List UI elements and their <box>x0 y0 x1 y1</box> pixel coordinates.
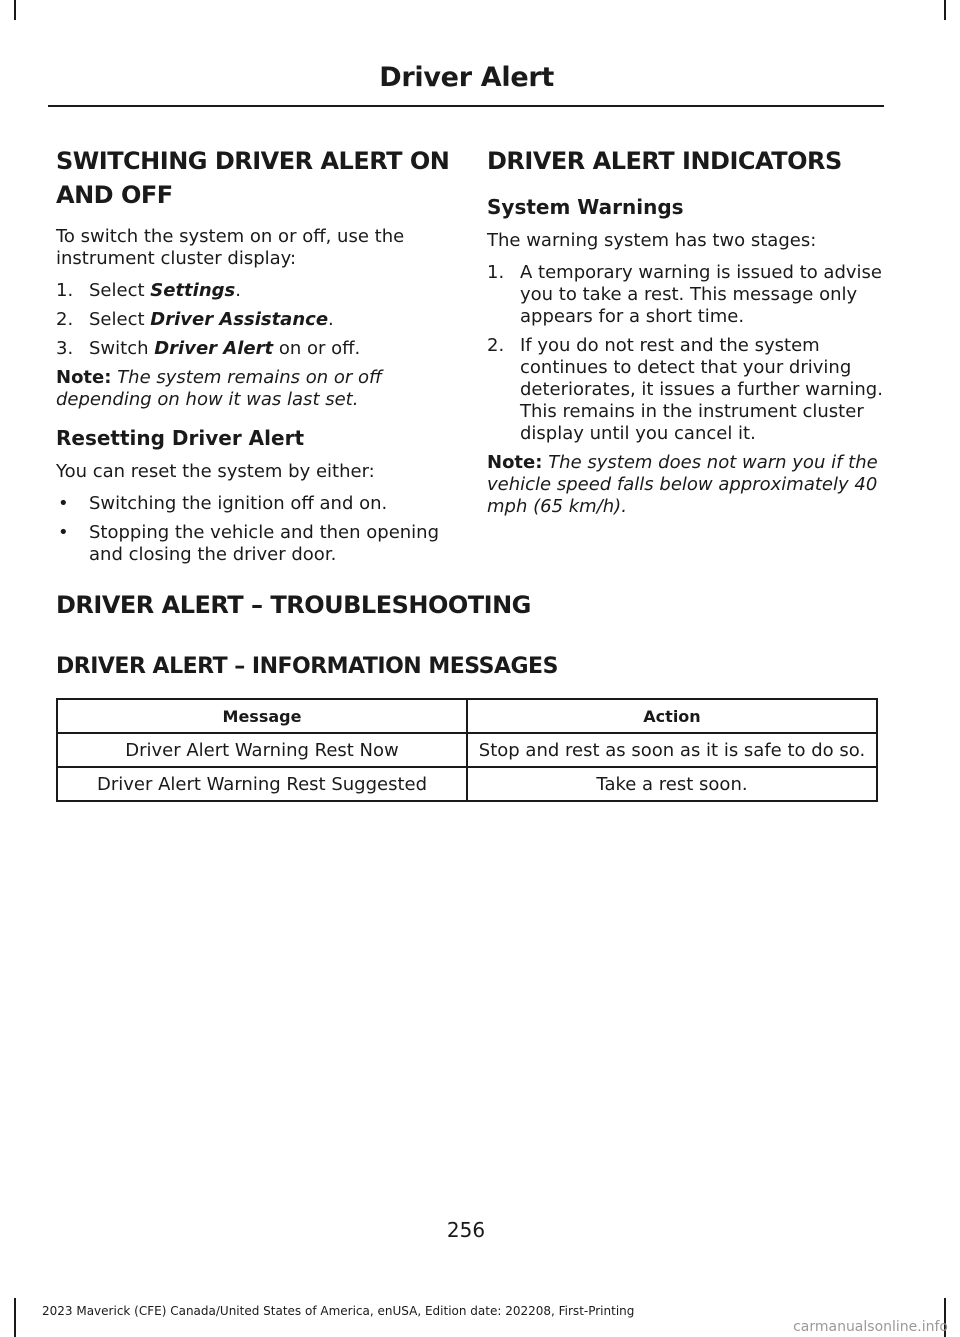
message-cell: Driver Alert Warning Rest Now <box>57 733 467 767</box>
section-heading-troubleshooting: DRIVER ALERT – TROUBLESHOOTING <box>56 591 531 619</box>
switch-intro: To switch the system on or off, use the instrument cluster display: <box>56 226 405 269</box>
note-label: Note: <box>487 452 543 473</box>
footer-text: 2023 Maverick (CFE) Canada/United States of America, enUSA, Edition date: 202208, First-Printing <box>42 1304 635 1318</box>
page-number: 256 <box>446 1218 486 1242</box>
reset-bullets <box>56 493 451 566</box>
stage-text: A temporary warning is issued to advise you to take a rest. This message only appears for a short time. <box>520 262 882 327</box>
step-text: Switch <box>89 338 155 359</box>
warnings-intro: The warning system has two stages: <box>487 230 817 251</box>
ui-term: Driver Assistance <box>150 309 329 330</box>
step-number: 3. <box>56 338 74 359</box>
information-messages-section <box>56 650 878 684</box>
step-item <box>56 309 451 331</box>
column-header-action: Action <box>467 699 877 733</box>
stage-text: If you do not rest and the system continues to detect that your driving deteriorates, it issues a further warning. This remains in the instrument cluster display until you cancel it. <box>520 335 883 444</box>
crop-mark <box>14 1298 16 1337</box>
note-label: Note: <box>56 367 112 388</box>
bullet-text: Stopping the vehicle and then opening and closing the driver door. <box>89 522 440 565</box>
ui-term: Settings <box>150 280 236 301</box>
messages-table <box>56 698 878 802</box>
stage-item <box>487 335 885 445</box>
watermark: carmanualsonline.info <box>793 1319 948 1335</box>
switch-steps <box>56 280 451 360</box>
troubleshooting-section <box>56 588 878 622</box>
crop-mark <box>944 0 946 20</box>
message-cell: Driver Alert Warning Rest Suggested <box>57 767 467 801</box>
reset-intro: You can reset the system by either: <box>56 461 375 482</box>
bullet-item <box>56 522 451 566</box>
section-heading-information-messages: DRIVER ALERT – INFORMATION MESSAGES <box>56 654 558 679</box>
bullet-item <box>56 493 451 515</box>
heading-line-2: AND OFF <box>56 181 173 209</box>
note <box>56 367 451 411</box>
stage-number: 2. <box>487 335 505 356</box>
step-text: Select <box>89 309 151 330</box>
action-cell: Take a rest soon. <box>467 767 877 801</box>
step-text: Select <box>89 280 151 301</box>
header-rule <box>48 105 884 107</box>
stage-item <box>487 262 885 328</box>
step-item <box>56 338 451 360</box>
crop-mark <box>14 0 16 20</box>
step-number: 2. <box>56 309 74 330</box>
note-text: The system remains on or off depending on how it was last set. <box>56 367 383 410</box>
warning-stages <box>487 262 885 445</box>
bullet-icon: • <box>58 522 69 543</box>
step-item <box>56 280 451 302</box>
left-column <box>56 144 451 573</box>
column-header-message: Message <box>57 699 467 733</box>
heading-line-1: SWITCHING DRIVER ALERT ON <box>56 147 450 175</box>
section-heading-switching <box>56 144 451 212</box>
page-header-title: Driver Alert <box>379 62 554 93</box>
step-text: . <box>235 280 241 301</box>
subheading-system-warnings: System Warnings <box>487 195 684 219</box>
step-text: . <box>328 309 334 330</box>
bullet-text: Switching the ignition off and on. <box>89 493 388 514</box>
table-header-row <box>57 699 877 733</box>
action-cell: Stop and rest as soon as it is safe to do so. <box>467 733 877 767</box>
step-number: 1. <box>56 280 74 301</box>
ui-term: Driver Alert <box>154 338 274 359</box>
subheading-resetting: Resetting Driver Alert <box>56 426 304 450</box>
note-text: The system does not warn you if the vehicle speed falls below approximately 40 mph (65 km/h). <box>487 452 878 517</box>
stage-number: 1. <box>487 262 505 283</box>
table-row <box>57 733 877 767</box>
bullet-icon: • <box>58 493 69 514</box>
table-row <box>57 767 877 801</box>
note <box>487 452 885 518</box>
section-heading-indicators: DRIVER ALERT INDICATORS <box>487 147 842 175</box>
step-text: on or off. <box>273 338 361 359</box>
right-column <box>487 144 885 518</box>
